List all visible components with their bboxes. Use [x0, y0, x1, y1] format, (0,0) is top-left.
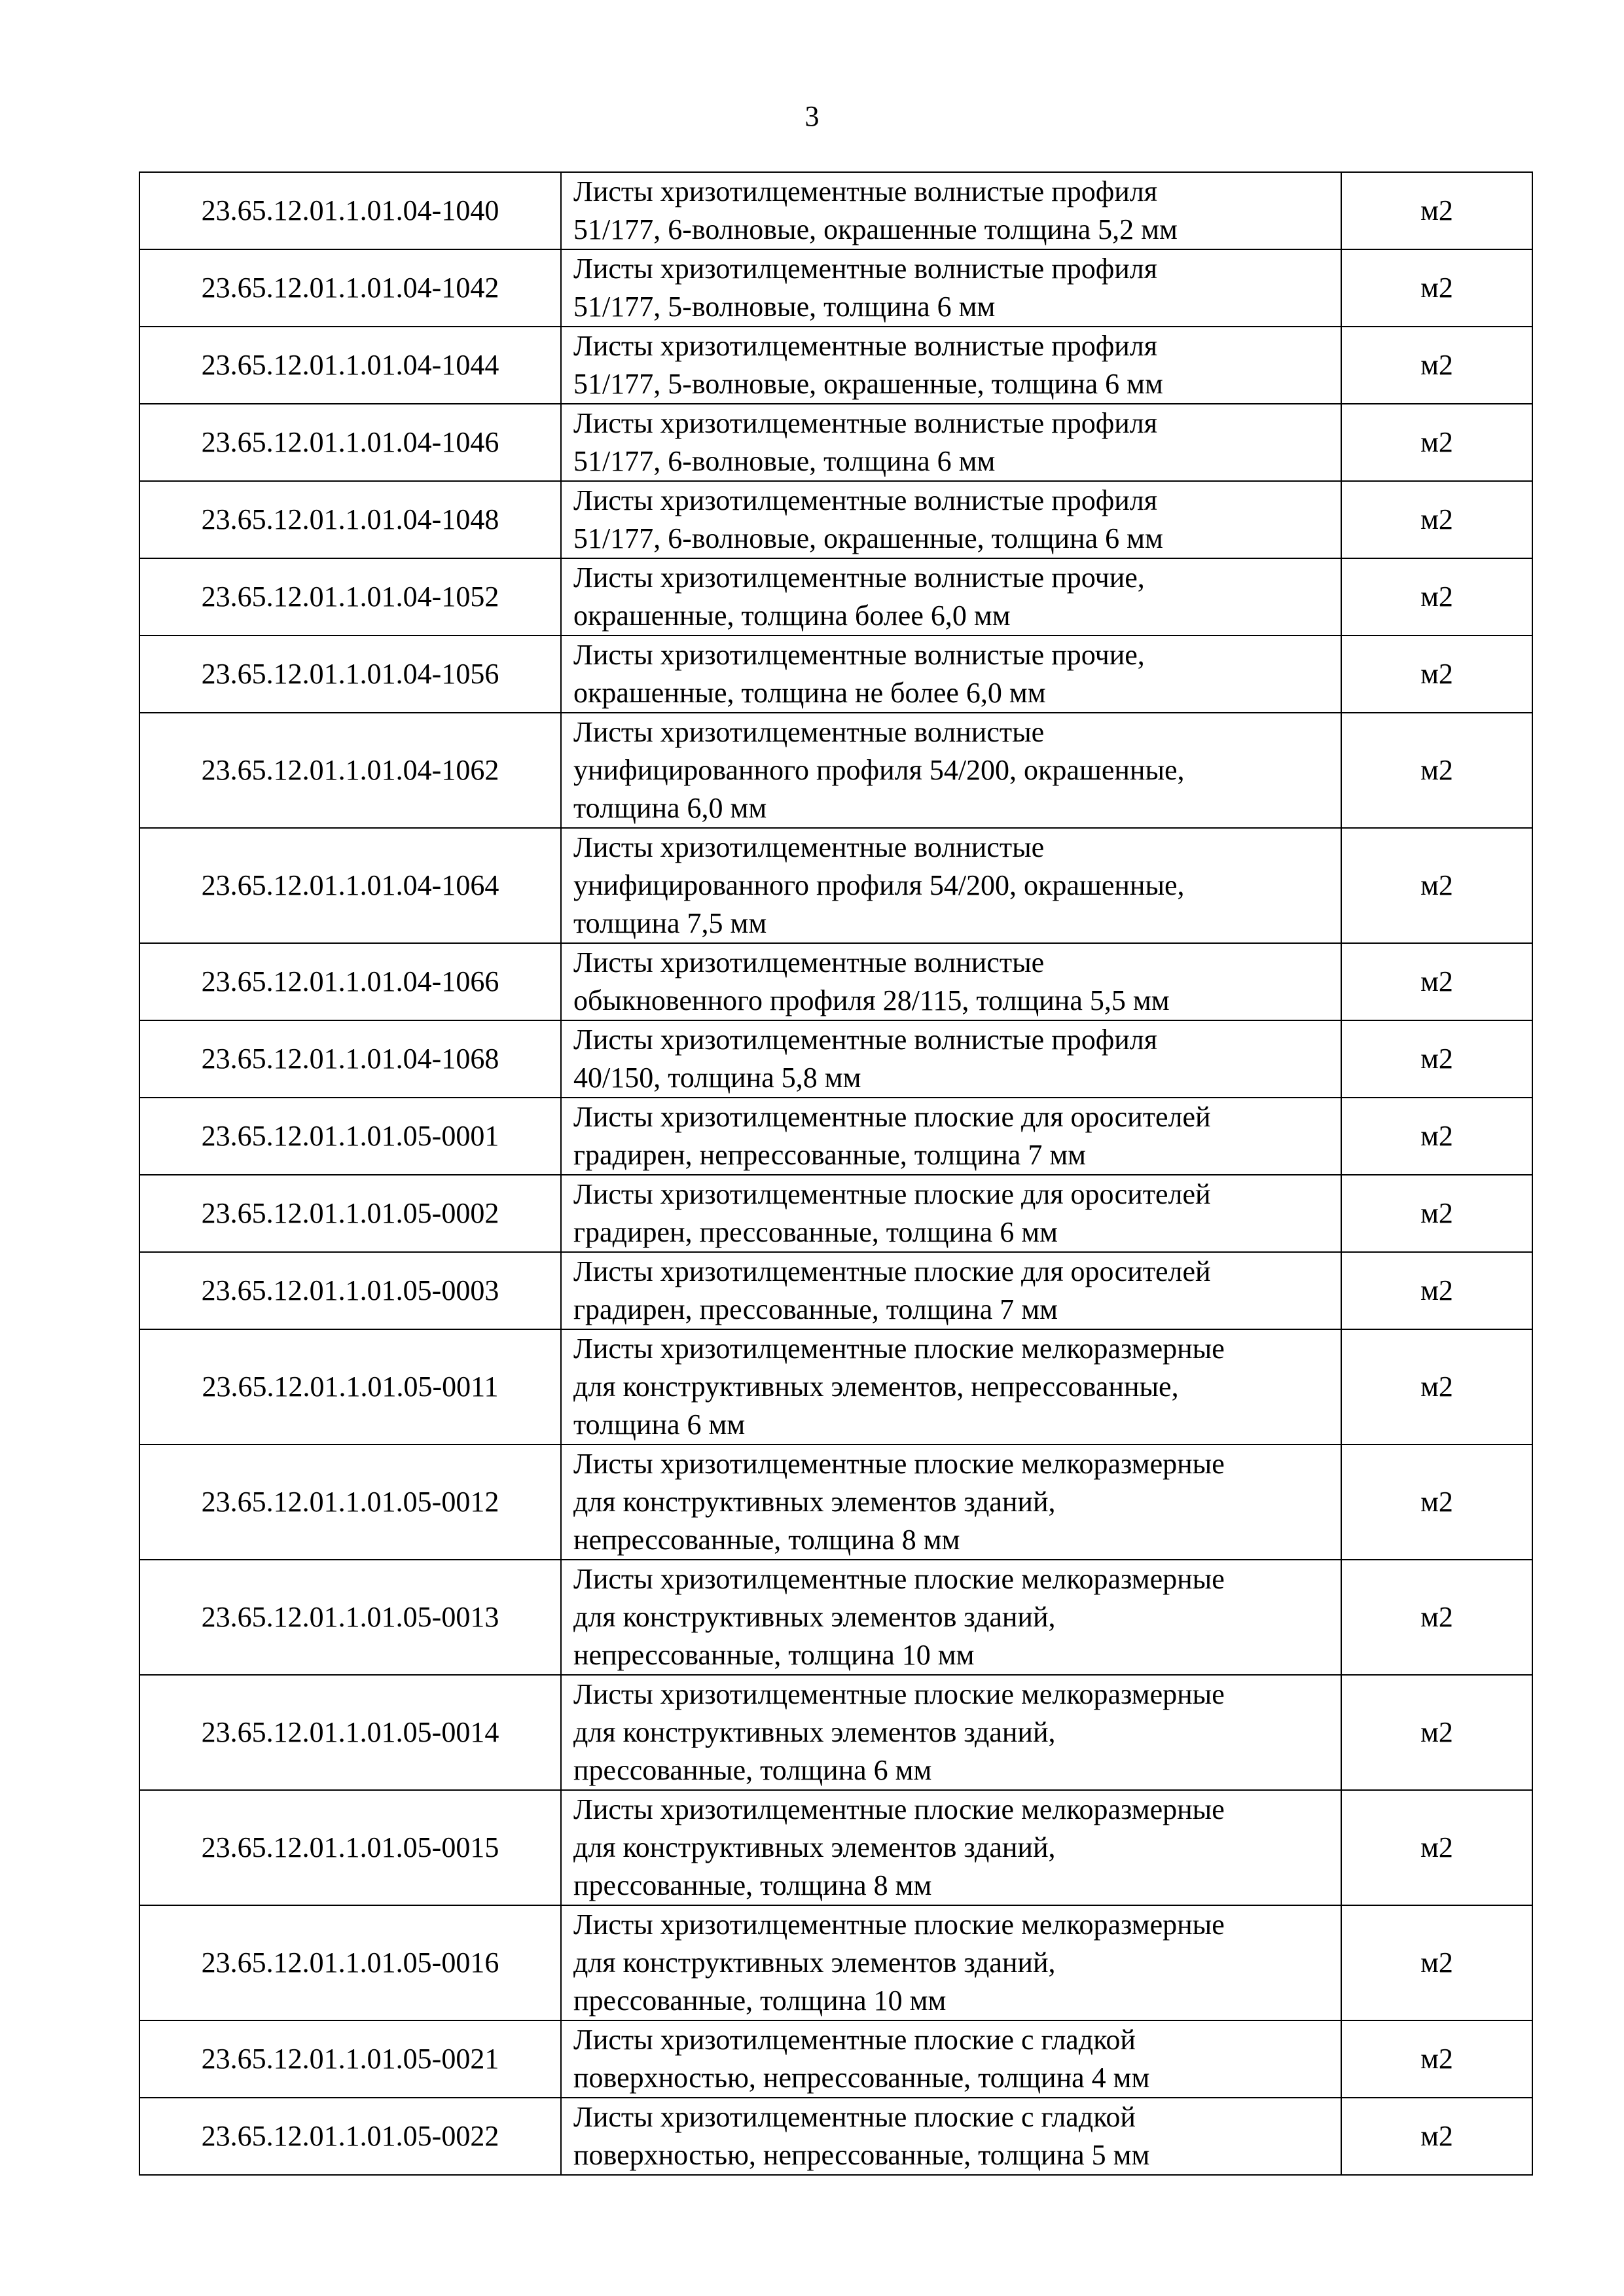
unit-of-measure: м2: [1341, 1020, 1532, 1098]
resource-name-text: Листы хризотилцементные плоские для оросителей градирен, прессованные, толщина 6 мм: [573, 1178, 1211, 1248]
resource-code: 23.65.12.01.1.01.05-0021: [139, 2020, 561, 2098]
table-row: [139, 404, 1532, 481]
table-row: [139, 1329, 1532, 1444]
unit-of-measure: м2: [1341, 1252, 1532, 1329]
resource-name-text: Листы хризотилцементные волнистые профиля 51/177, 5-волновые, толщина 6 мм: [573, 253, 1157, 323]
resource-name: [561, 1175, 1341, 1252]
resource-name-text: Листы хризотилцементные плоские с гладкой поверхностью, непрессованные, толщина 5 мм: [573, 2101, 1150, 2171]
resource-code: 23.65.12.01.1.01.05-0014: [139, 1675, 561, 1790]
resource-code: 23.65.12.01.1.01.05-0002: [139, 1175, 561, 1252]
unit-of-measure: м2: [1341, 2020, 1532, 2098]
resource-name: [561, 249, 1341, 327]
table-row: [139, 828, 1532, 943]
resource-code: 23.65.12.01.1.01.04-1056: [139, 636, 561, 713]
unit-of-measure: м2: [1341, 1675, 1532, 1790]
unit-of-measure: м2: [1341, 1098, 1532, 1175]
table-row: [139, 172, 1532, 249]
resource-code: 23.65.12.01.1.01.04-1064: [139, 828, 561, 943]
table-row: [139, 636, 1532, 713]
resource-name-text: Листы хризотилцементные волнистые обыкновенного профиля 28/115, толщина 5,5 мм: [573, 946, 1170, 1016]
unit-of-measure: м2: [1341, 172, 1532, 249]
resource-name: [561, 558, 1341, 636]
resource-name-text: Листы хризотилцементные плоские мелкоразмерные для конструктивных элементов, непрессованные, толщина 6 мм: [573, 1333, 1225, 1441]
table-row: [139, 1675, 1532, 1790]
resource-name: [561, 1252, 1341, 1329]
resource-name-text: Листы хризотилцементные волнистые прочие, окрашенные, толщина не более 6,0 мм: [573, 639, 1145, 709]
resource-name-text: Листы хризотилцементные волнистые унифицированного профиля 54/200, окрашенные, толщина 7,5 мм: [573, 831, 1185, 939]
resource-name: [561, 1675, 1341, 1790]
resource-name: [561, 172, 1341, 249]
table-row: [139, 1560, 1532, 1675]
resource-name: [561, 1444, 1341, 1560]
resource-name: [561, 481, 1341, 558]
resource-name: [561, 1905, 1341, 2020]
resource-name: [561, 2020, 1341, 2098]
table-row: [139, 1020, 1532, 1098]
table-row: [139, 558, 1532, 636]
resource-name-text: Листы хризотилцементные плоские мелкоразмерные для конструктивных элементов зданий, прессованные, толщина 8 мм: [573, 1793, 1225, 1901]
resource-code: 23.65.12.01.1.01.05-0015: [139, 1790, 561, 1905]
resource-name: [561, 2098, 1341, 2175]
unit-of-measure: м2: [1341, 249, 1532, 327]
resource-name: [561, 713, 1341, 828]
unit-of-measure: м2: [1341, 481, 1532, 558]
resource-name: [561, 1560, 1341, 1675]
resource-name-text: Листы хризотилцементные волнистые профиля 51/177, 5-волновые, окрашенные, толщина 6 мм: [573, 330, 1163, 400]
unit-of-measure: м2: [1341, 1444, 1532, 1560]
table-row: [139, 1252, 1532, 1329]
unit-of-measure: м2: [1341, 1790, 1532, 1905]
table-row: [139, 327, 1532, 404]
resource-name-text: Листы хризотилцементные волнистые профиля 51/177, 6-волновые, толщина 6 мм: [573, 407, 1157, 477]
resource-name-text: Листы хризотилцементные плоские мелкоразмерные для конструктивных элементов зданий, непрессованные, толщина 10 мм: [573, 1563, 1225, 1671]
unit-of-measure: м2: [1341, 828, 1532, 943]
resources-table: [139, 171, 1533, 2176]
unit-of-measure: м2: [1341, 2098, 1532, 2175]
resource-name: [561, 636, 1341, 713]
table-row: [139, 249, 1532, 327]
table-row: [139, 1098, 1532, 1175]
resource-name-text: Листы хризотилцементные волнистые унифицированного профиля 54/200, окрашенные, толщина 6,0 мм: [573, 716, 1185, 824]
resource-code: 23.65.12.01.1.01.05-0016: [139, 1905, 561, 2020]
resource-code: 23.65.12.01.1.01.05-0003: [139, 1252, 561, 1329]
resource-name-text: Листы хризотилцементные плоские мелкоразмерные для конструктивных элементов зданий, непрессованные, толщина 8 мм: [573, 1448, 1225, 1556]
resource-code: 23.65.12.01.1.01.04-1068: [139, 1020, 561, 1098]
unit-of-measure: м2: [1341, 1560, 1532, 1675]
resource-name-text: Листы хризотилцементные плоские мелкоразмерные для конструктивных элементов зданий, прессованные, толщина 6 мм: [573, 1678, 1225, 1786]
resource-name-text: Листы хризотилцементные волнистые прочие, окрашенные, толщина более 6,0 мм: [573, 562, 1145, 632]
resource-code: 23.65.12.01.1.01.05-0012: [139, 1444, 561, 1560]
resource-code: 23.65.12.01.1.01.04-1052: [139, 558, 561, 636]
unit-of-measure: м2: [1341, 713, 1532, 828]
resource-name: [561, 1329, 1341, 1444]
unit-of-measure: м2: [1341, 404, 1532, 481]
resource-name: [561, 828, 1341, 943]
unit-of-measure: м2: [1341, 1905, 1532, 2020]
resource-code: 23.65.12.01.1.01.04-1048: [139, 481, 561, 558]
resource-name: [561, 404, 1341, 481]
unit-of-measure: м2: [1341, 943, 1532, 1020]
table-row: [139, 1790, 1532, 1905]
resource-name-text: Листы хризотилцементные волнистые профиля 51/177, 6-волновые, окрашенные толщина 5,2 мм: [573, 175, 1178, 245]
resource-code: 23.65.12.01.1.01.04-1046: [139, 404, 561, 481]
resource-code: 23.65.12.01.1.01.04-1040: [139, 172, 561, 249]
table-row: [139, 1905, 1532, 2020]
table-row: [139, 1444, 1532, 1560]
resource-name: [561, 943, 1341, 1020]
resource-name: [561, 1020, 1341, 1098]
unit-of-measure: м2: [1341, 1329, 1532, 1444]
resource-name-text: Листы хризотилцементные волнистые профиля 51/177, 6-волновые, окрашенные, толщина 6 мм: [573, 484, 1163, 554]
resource-name-text: Листы хризотилцементные плоские мелкоразмерные для конструктивных элементов зданий, прессованные, толщина 10 мм: [573, 1909, 1225, 2017]
table-row: [139, 2020, 1532, 2098]
unit-of-measure: м2: [1341, 636, 1532, 713]
resource-name: [561, 1790, 1341, 1905]
table-row: [139, 2098, 1532, 2175]
table-row: [139, 713, 1532, 828]
unit-of-measure: м2: [1341, 558, 1532, 636]
table-row: [139, 943, 1532, 1020]
unit-of-measure: м2: [1341, 1175, 1532, 1252]
resource-code: 23.65.12.01.1.01.05-0001: [139, 1098, 561, 1175]
resource-code: 23.65.12.01.1.01.05-0022: [139, 2098, 561, 2175]
resource-code: 23.65.12.01.1.01.05-0011: [139, 1329, 561, 1444]
table-row: [139, 481, 1532, 558]
table-row: [139, 1175, 1532, 1252]
resource-name: [561, 327, 1341, 404]
unit-of-measure: м2: [1341, 327, 1532, 404]
resource-code: 23.65.12.01.1.01.04-1066: [139, 943, 561, 1020]
resource-code: 23.65.12.01.1.01.04-1042: [139, 249, 561, 327]
resource-code: 23.65.12.01.1.01.05-0013: [139, 1560, 561, 1675]
resource-name-text: Листы хризотилцементные плоские с гладкой поверхностью, непрессованные, толщина 4 мм: [573, 2024, 1150, 2094]
resource-code: 23.65.12.01.1.01.04-1044: [139, 327, 561, 404]
resource-name-text: Листы хризотилцементные волнистые профиля 40/150, толщина 5,8 мм: [573, 1024, 1157, 1094]
resource-name-text: Листы хризотилцементные плоские для оросителей градирен, непрессованные, толщина 7 мм: [573, 1101, 1211, 1171]
resource-name: [561, 1098, 1341, 1175]
resource-name-text: Листы хризотилцементные плоские для оросителей градирен, прессованные, толщина 7 мм: [573, 1255, 1211, 1325]
page-number: 3: [804, 100, 820, 132]
resource-code: 23.65.12.01.1.01.04-1062: [139, 713, 561, 828]
